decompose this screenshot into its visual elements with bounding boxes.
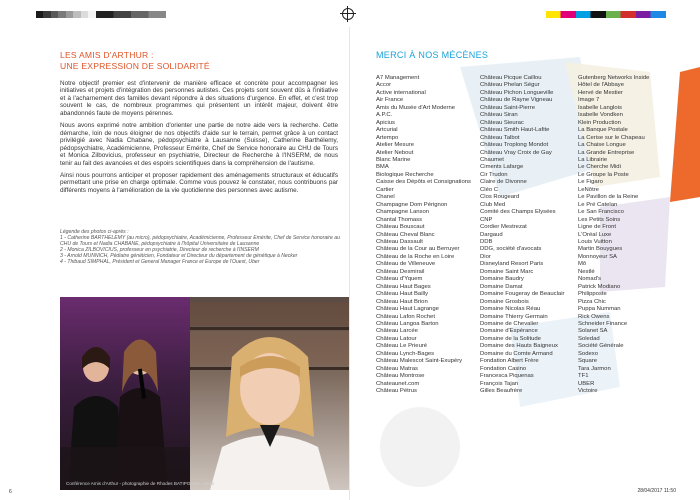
sponsor-name: Château Troplong Mondot <box>480 142 549 149</box>
sponsor-name: Hervé de Mestier <box>578 89 623 96</box>
registration-mark-icon <box>342 8 354 20</box>
sponsor-name: Chanel <box>376 194 395 201</box>
sponsor-name: Cléo C <box>480 186 499 193</box>
sponsor-name: Château Haut Brion <box>376 298 428 305</box>
sponsor-name: Château Haut Bages <box>376 283 431 290</box>
legend-title: Légende des photos ci-après : <box>60 229 129 235</box>
title-line-2: UNE EXPRESSION DE SOLIDARITÉ <box>60 60 210 71</box>
sponsor-name: Le San Francisco <box>578 209 624 216</box>
sponsor-name: Domaine Saint Marc <box>480 268 534 275</box>
sponsors-column-1 <box>376 75 476 395</box>
paragraph-1: Notre objectif premier est d'intervenir de manière efficace et concrète pour accompagner les initiatives et projets d'intégration des personnes autistes. Ces projets sont souvent dûs à l'initiative et à l'acharnement des familles devant répondre à des situations d'urgence. En effet, et c'est trop souvent le cas, de nombreux programmes qui présentent un intérêt majeur, doivent être abandonnés faute de moyens pérennes. <box>60 80 338 117</box>
sponsor-name: Apicius <box>376 119 395 126</box>
sponsors-title: MERCI À NOS MÉCÈNES <box>376 50 489 60</box>
sponsor-name: La Chaise Longue <box>578 142 626 149</box>
sponsor-name: Image 7 <box>578 97 600 104</box>
sponsor-name: Château Phelan Ségur <box>480 82 540 89</box>
grayscale-swatch-2 <box>96 11 166 18</box>
sponsor-name: Hôtel de l'Abbaye <box>578 82 624 89</box>
sponsor-name: Fondation Albert Frère <box>480 358 539 365</box>
sponsor-name: Domaine Baudry <box>480 276 524 283</box>
sponsor-name: Champagne Dom Pérignon <box>376 201 448 208</box>
sponsor-name: Klein Production <box>578 119 621 126</box>
sponsor-name: Claire de Divonne <box>480 179 527 186</box>
sponsor-name: Dargaud <box>480 231 503 238</box>
sponsor-name: Fondation Casino <box>480 365 527 372</box>
sponsor-name: François Tajan <box>480 380 519 387</box>
sponsor-name: Château de la Roche en Loire <box>376 253 455 260</box>
legend-item: 1 - Catherine BARTHELEMY (au micro), pédopsychiatre, Académicienne, Professeur Emérite, Chef de Service honoraire au CHU de Tours et Nadia CHABANE, pédopsychiatre à l'hôpital Universitaire de Lausanne <box>60 235 340 248</box>
sponsor-name: Domaine Thierry Germain <box>480 313 548 320</box>
sponsor-name: Martin Bouygues <box>578 246 623 253</box>
sponsor-name: La Banque Postale <box>578 127 628 134</box>
sponsor-name: Le Groupe la Poste <box>578 171 629 178</box>
sponsor-name: Dior <box>480 253 491 260</box>
sponsor-name: La Grande Entreprise <box>578 149 635 156</box>
sponsor-name: TF1 <box>578 373 589 380</box>
sponsor-name: Chaumet <box>480 156 504 163</box>
sponsor-name: Domaine Fougeray de Beauclair <box>480 291 565 298</box>
sponsor-name: DDB <box>480 238 493 245</box>
sponsor-name: Square <box>578 358 597 365</box>
sponsor-name: Château Latour <box>376 335 417 342</box>
sponsor-name: Château Smith Haut-Lafite <box>480 127 550 134</box>
sponsor-name: A.P.C. <box>376 112 393 119</box>
sponsor-name: Artempo <box>376 134 399 141</box>
sponsor-name: Puppa Numman <box>578 306 621 313</box>
sponsor-name: Victoire <box>578 388 598 395</box>
sponsor-name: Le Cherche Midi <box>578 164 621 171</box>
sponsor-name: La Cerise sur le Chapeau <box>578 134 645 141</box>
photo-speakers <box>60 297 190 490</box>
sponsor-name: Chantal Thomass <box>376 216 423 223</box>
sponsor-name: L'Oréal Luxe <box>578 231 612 238</box>
sponsor-name: Château de Rayne Vigneau <box>480 97 553 104</box>
sponsor-name: Active international <box>376 89 426 96</box>
page-number: 6 <box>9 489 12 495</box>
sponsor-name: Atelier Nebout <box>376 149 414 156</box>
sponsor-name: Château Talbot <box>480 134 520 141</box>
sponsor-name: Château de Villeneuve <box>376 261 436 268</box>
sponsor-name: Château Siran <box>480 112 518 119</box>
sponsor-name: Château Cheval Blanc <box>376 231 435 238</box>
intro-text <box>60 80 338 199</box>
sponsor-name: Comité des Champs Elysées <box>480 209 556 216</box>
sponsor-name: Cartier <box>376 186 394 193</box>
sponsor-name: Disneyland Resort Paris <box>480 261 544 268</box>
sponsor-name: Domaine de la Solitude <box>480 335 541 342</box>
sponsor-name: Domaine du Comte Armand <box>480 350 553 357</box>
sponsor-name: Biologique Recherche <box>376 171 434 178</box>
sponsor-name: Pizza Chic <box>578 298 606 305</box>
sponsor-name: Chateaunet.com <box>376 380 420 387</box>
sponsor-name: La Librairie <box>578 156 608 163</box>
sponsor-name: Gutenberg Networks Inside <box>578 75 650 81</box>
sponsor-name: Les Petits Soins <box>578 216 621 223</box>
sponsor-name: CNP <box>480 216 493 223</box>
sponsor-name: Cordier Mestrezat <box>480 224 527 231</box>
sponsor-name: Isabelle Langlois <box>578 104 622 111</box>
sponsor-name: Soledad <box>578 335 600 342</box>
sponsor-name: Philipposte <box>578 291 607 298</box>
sponsor-name: Accor <box>376 82 392 89</box>
sponsor-name: Schneider Finance <box>578 320 628 327</box>
sponsor-name: Château Pétrus <box>376 388 417 395</box>
sponsor-name: LeNôtre <box>578 186 599 193</box>
sponsor-name: Château Bouscaut <box>376 224 425 231</box>
sponsor-name: Domaine d'Espérance <box>480 328 538 335</box>
sponsor-name: Amis du Musée d'Art Moderne <box>376 104 456 111</box>
sponsor-name: Domaine des Hauts Baigneux <box>480 343 558 350</box>
sponsor-name: DDG, société d'avocats <box>480 246 542 253</box>
sponsor-name: UBER <box>578 380 595 387</box>
photo-researcher <box>190 297 350 490</box>
sponsor-name: Solanet SA <box>578 328 608 335</box>
sponsor-name: Sodexo <box>578 350 598 357</box>
sponsor-name: Tara Jarmon <box>578 365 611 372</box>
sponsor-name: Artcurial <box>376 127 398 134</box>
sponsor-name: Nestlé <box>578 268 595 275</box>
print-timestamp: 28/04/2017 11:50 <box>637 488 676 494</box>
sponsor-name: Domaine de Chevalier <box>480 320 539 327</box>
sponsor-name: Château Picque Caillou <box>480 75 542 81</box>
sponsor-name: Domaine Nicolas Réau <box>480 306 541 313</box>
sponsor-name: Château Desmirail <box>376 268 425 275</box>
sponsor-name: Château Le Prieuré <box>376 343 428 350</box>
sponsor-name: Atelier Mesure <box>376 142 414 149</box>
photo-credit: Conférence Amis d'Arthur - photographie de Rhodes BATIPOADE - 2016 <box>66 481 215 486</box>
sponsor-name: Francesca Piquenas <box>480 373 534 380</box>
printer-marks-bar <box>0 0 700 27</box>
sponsor-name: Mô <box>578 261 587 268</box>
sponsor-name: Château Pichon Longueville <box>480 89 554 96</box>
sponsor-name: Château de la Cour au Berruyer <box>376 246 460 253</box>
sponsor-name: Le Pré Catelan <box>578 201 618 208</box>
sponsor-name: Le Figaro <box>578 179 603 186</box>
sponsor-name: BMA <box>376 164 389 171</box>
sponsor-name: Château Larcée <box>376 328 418 335</box>
sponsor-name: Ligne de Front <box>578 224 616 231</box>
sponsor-name: Monnoyeur SA <box>578 253 617 260</box>
researcher-illustration <box>190 297 350 490</box>
sponsor-name: Château Saint-Pierre <box>480 104 536 111</box>
sponsor-name: Louis Vuitton <box>578 238 612 245</box>
sponsor-name: Château Vray Croix de Gay <box>480 149 552 156</box>
sponsor-name: Nomad's <box>578 276 602 283</box>
sponsor-name: Domaine Grosbois <box>480 298 529 305</box>
legend-item: 3 - Arnold MUNNICH, Pédiatre généticien, Fondateur et Directeur du département de génétique à Necker <box>60 253 298 260</box>
sponsor-name: Caisse des Dépôts et Consignations <box>376 179 471 186</box>
sponsor-name: Château d'Yquem <box>376 276 423 283</box>
sponsor-name: Domaine Damat <box>480 283 523 290</box>
sponsor-name: Cir Trudon <box>480 171 508 178</box>
sponsors-column-2 <box>480 75 584 395</box>
sponsor-name: Château Sieurac <box>480 119 524 126</box>
sponsor-name: Club Med <box>480 201 506 208</box>
sponsor-name: Château Matras <box>376 365 418 372</box>
sponsor-name: Ciments Lafarge <box>480 164 524 171</box>
sponsor-name: Château Dassault <box>376 238 423 245</box>
photo-strip <box>60 297 350 490</box>
sponsor-name: Château Lynch-Bages <box>376 350 435 357</box>
sponsors-column-3 <box>578 75 678 395</box>
sponsor-name: Château Langoa Barton <box>376 320 439 327</box>
sponsor-name: Château Lafon Rochet <box>376 313 435 320</box>
sponsor-name: Société Générale <box>578 343 624 350</box>
paragraph-2: Nous avons exprimé notre ambition d'orienter une partie de notre aide vers la recherche. Cette démarche, loin de nous éloigner de nos objectifs d'aide sur le terrain, permet grâce à un contact privilégié avec Nadia Chabane, pédopsychiatre à Lausanne (Suisse), Catherine Barthélemy, pédopsychiatre, Académicienne, Professeur Emérite, Chef de Service honoraire au CHU de Tours et Monica Zilbovicius, professeur en psychiatrie, Directeur de Recherche à l'INSERM, de nous tenir au fait des avancées et des espoirs scientifiques dans la compréhension de l'autisme. <box>60 122 338 167</box>
sponsor-name: Le Pavillon de la Reine <box>578 194 639 201</box>
sponsor-name: Champagne Lanson <box>376 209 430 216</box>
legend-item: 2 - Monica ZILBOVICIUS, professeur en psychiatrie, Directeur de recherche à l'INSERM <box>60 247 259 254</box>
legend-item: 4 - Thibaud SIMPHAL, Président et General Manager France et Europe de l'Ouest, Uber <box>60 259 260 266</box>
sponsor-name: Château Montrose <box>376 373 425 380</box>
speakers-illustration <box>60 297 190 490</box>
title-line-1: LES AMIS D'ARTHUR : <box>60 50 154 60</box>
sponsor-name: Air France <box>376 97 404 104</box>
sponsor-name: Isabelle Vondken <box>578 112 623 119</box>
sponsor-name: Château Malescot Saint-Exupéry <box>376 358 463 365</box>
sponsor-name: A7 Management <box>376 75 420 81</box>
grayscale-swatch <box>36 11 96 18</box>
sponsor-name: Gilles Beaufrère <box>480 388 523 395</box>
sponsor-name: Clos Rougeard <box>480 194 520 201</box>
photo-legend <box>60 229 340 266</box>
color-swatch <box>546 11 666 18</box>
sponsor-name: Patrick Modiano <box>578 283 621 290</box>
sponsor-name: Blanc Marine <box>376 156 411 163</box>
sponsor-name: Château Haut Lagrange <box>376 306 439 313</box>
left-page-title <box>60 50 210 71</box>
sponsor-name: Château Haut Bailly <box>376 291 429 298</box>
paragraph-3: Ainsi nous pourrons anticiper et proposer rapidement des aménagements structuraux et éducatifs permettant une prise en charge optimale. Comme vous pouvez le constater, nous contribuons par différents moyens à l'amélioration de la vie quotidienne des personnes avec autisme. <box>60 171 338 194</box>
sponsor-name: Rick Owens <box>578 313 610 320</box>
